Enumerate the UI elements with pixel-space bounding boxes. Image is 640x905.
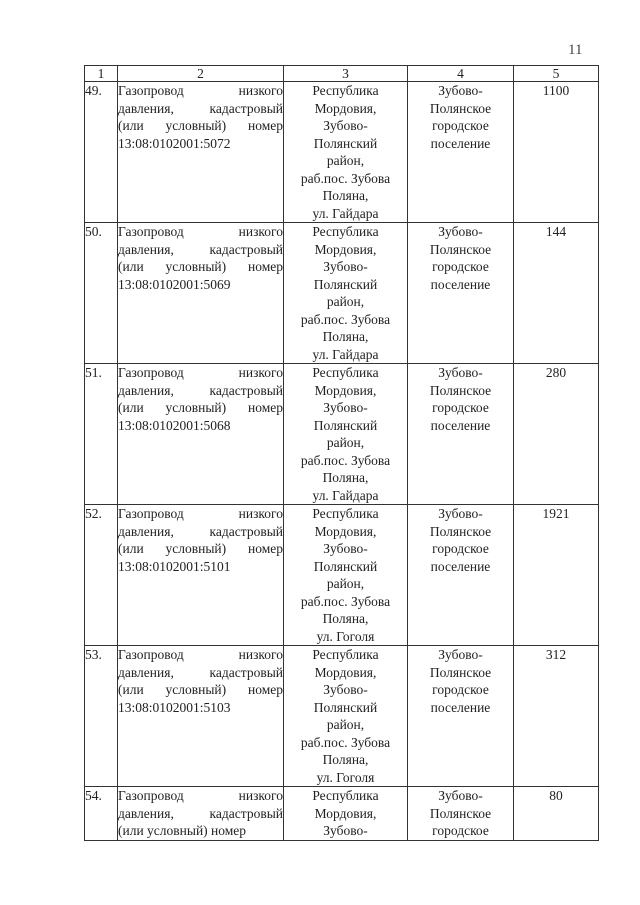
address-line: Республика <box>312 647 379 662</box>
row-number: 51. <box>85 364 118 505</box>
column-header-5: 5 <box>514 66 599 82</box>
address-line: Полянский <box>313 699 378 715</box>
object-name-line: Газопровод низкого <box>118 365 283 380</box>
municipality-line: городское <box>432 259 489 274</box>
address-line: Зубово- <box>323 259 368 274</box>
length-value: 144 <box>514 223 599 364</box>
object-name-line: Газопровод низкого <box>118 506 283 521</box>
address-line: Полянский <box>313 135 378 151</box>
length-value: 80 <box>514 787 599 841</box>
object-name-line: Газопровод низкого <box>118 788 283 803</box>
address-line: Республика <box>312 788 379 803</box>
row-number: 50. <box>85 223 118 364</box>
address-cell <box>284 223 408 364</box>
object-name-line: 13:08:0102001:5072 <box>118 135 231 151</box>
address-cell <box>284 646 408 787</box>
municipality-line: городское <box>432 541 489 556</box>
object-name-line: (или условный) номер <box>118 541 283 556</box>
address-line: ул. Гоголя <box>316 769 375 785</box>
address-line: раб.пос. Зубова <box>300 170 391 186</box>
address-cell <box>284 364 408 505</box>
address-line: район, <box>326 717 365 732</box>
address-cell <box>284 82 408 223</box>
length-value: 1921 <box>514 505 599 646</box>
object-name-line: давления, кадастровый <box>118 664 283 680</box>
address-line: Зубово- <box>323 823 368 838</box>
municipality-line: городское <box>432 400 489 415</box>
column-header-4: 4 <box>408 66 514 82</box>
municipality-line: Полянское <box>429 805 492 821</box>
municipality-line: Зубово- <box>438 647 483 662</box>
address-cell <box>284 505 408 646</box>
object-name-line: 13:08:0102001:5103 <box>118 699 231 715</box>
municipality-line: Зубово- <box>438 224 483 239</box>
table-row <box>85 82 599 223</box>
address-line: район, <box>326 576 365 591</box>
row-number: 53. <box>85 646 118 787</box>
municipality-line: Полянское <box>429 523 492 539</box>
address-line: ул. Гайдара <box>312 487 379 503</box>
table-row <box>85 223 599 364</box>
header-row <box>85 66 599 82</box>
municipality-line: городское <box>432 682 489 697</box>
length-value: 1100 <box>514 82 599 223</box>
object-name-line: давления, кадастровый <box>118 241 283 257</box>
object-name-line: давления, кадастровый <box>118 382 283 398</box>
object-name-cell <box>118 82 284 223</box>
municipality-line: поселение <box>430 276 491 292</box>
address-line: Зубово- <box>323 400 368 415</box>
address-line: раб.пос. Зубова <box>300 734 391 750</box>
address-line: Поляна, <box>322 188 369 203</box>
row-number: 52. <box>85 505 118 646</box>
registry-table <box>84 65 599 841</box>
object-name-line: Газопровод низкого <box>118 83 283 98</box>
object-name-cell <box>118 223 284 364</box>
object-name-line: (или условный) номер <box>118 400 283 415</box>
object-name-line: Газопровод низкого <box>118 224 283 239</box>
column-header-1: 1 <box>85 66 118 82</box>
address-line: район, <box>326 294 365 309</box>
object-name-line: (или условный) номер <box>118 823 247 838</box>
object-name-cell <box>118 505 284 646</box>
length-value: 280 <box>514 364 599 505</box>
address-line: раб.пос. Зубова <box>300 311 391 327</box>
address-line: Мордовия, <box>314 100 377 116</box>
row-number: 49. <box>85 82 118 223</box>
municipality-line: Зубово- <box>438 83 483 98</box>
municipality-line: поселение <box>430 558 491 574</box>
address-line: Республика <box>312 83 379 98</box>
address-line: Республика <box>312 506 379 521</box>
address-line: Полянский <box>313 558 378 574</box>
municipality-line: поселение <box>430 417 491 433</box>
address-line: Республика <box>312 365 379 380</box>
page-number: 11 <box>568 42 583 58</box>
object-name-line: (или условный) номер <box>118 259 283 274</box>
table-row <box>85 505 599 646</box>
object-name-line: Газопровод низкого <box>118 647 283 662</box>
address-line: Зубово- <box>323 118 368 133</box>
object-name-line: давления, кадастровый <box>118 100 283 116</box>
address-line: Зубово- <box>323 682 368 697</box>
address-line: ул. Гайдара <box>312 346 379 362</box>
object-name-line: давления, кадастровый <box>118 805 283 821</box>
table-row <box>85 787 599 841</box>
municipality-cell <box>408 223 514 364</box>
object-name-cell <box>118 364 284 505</box>
length-value: 312 <box>514 646 599 787</box>
municipality-cell <box>408 787 514 841</box>
address-line: Поляна, <box>322 329 369 344</box>
object-name-cell <box>118 787 284 841</box>
municipality-line: поселение <box>430 699 491 715</box>
municipality-line: Зубово- <box>438 788 483 803</box>
row-number: 54. <box>85 787 118 841</box>
address-line: Республика <box>312 224 379 239</box>
object-name-line: 13:08:0102001:5069 <box>118 276 231 292</box>
address-line: ул. Гайдара <box>312 205 379 221</box>
address-line: Мордовия, <box>314 805 377 821</box>
municipality-line: Зубово- <box>438 506 483 521</box>
column-header-2: 2 <box>118 66 284 82</box>
municipality-line: городское <box>432 118 489 133</box>
address-line: Поляна, <box>322 752 369 767</box>
object-name-line: (или условный) номер <box>118 118 283 133</box>
address-line: раб.пос. Зубова <box>300 452 391 468</box>
municipality-line: поселение <box>430 135 491 151</box>
object-name-cell <box>118 646 284 787</box>
municipality-cell <box>408 646 514 787</box>
municipality-line: Полянское <box>429 100 492 116</box>
municipality-line: Зубово- <box>438 365 483 380</box>
table-row <box>85 364 599 505</box>
municipality-line: городское <box>432 823 489 838</box>
address-line: район, <box>326 153 365 168</box>
table-row <box>85 646 599 787</box>
address-line: Мордовия, <box>314 664 377 680</box>
address-line: Поляна, <box>322 470 369 485</box>
address-line: ул. Гоголя <box>316 628 375 644</box>
municipality-cell <box>408 82 514 223</box>
address-cell <box>284 787 408 841</box>
municipality-cell <box>408 505 514 646</box>
object-name-line: 13:08:0102001:5101 <box>118 558 231 574</box>
address-line: Полянский <box>313 276 378 292</box>
column-header-3: 3 <box>284 66 408 82</box>
object-name-line: (или условный) номер <box>118 682 283 697</box>
address-line: Полянский <box>313 417 378 433</box>
address-line: Мордовия, <box>314 241 377 257</box>
municipality-cell <box>408 364 514 505</box>
municipality-line: Полянское <box>429 382 492 398</box>
table-body <box>85 82 599 841</box>
address-line: район, <box>326 435 365 450</box>
address-line: Зубово- <box>323 541 368 556</box>
object-name-line: давления, кадастровый <box>118 523 283 539</box>
address-line: раб.пос. Зубова <box>300 593 391 609</box>
address-line: Мордовия, <box>314 382 377 398</box>
object-name-line: 13:08:0102001:5068 <box>118 417 231 433</box>
municipality-line: Полянское <box>429 664 492 680</box>
address-line: Мордовия, <box>314 523 377 539</box>
address-line: Поляна, <box>322 611 369 626</box>
municipality-line: Полянское <box>429 241 492 257</box>
